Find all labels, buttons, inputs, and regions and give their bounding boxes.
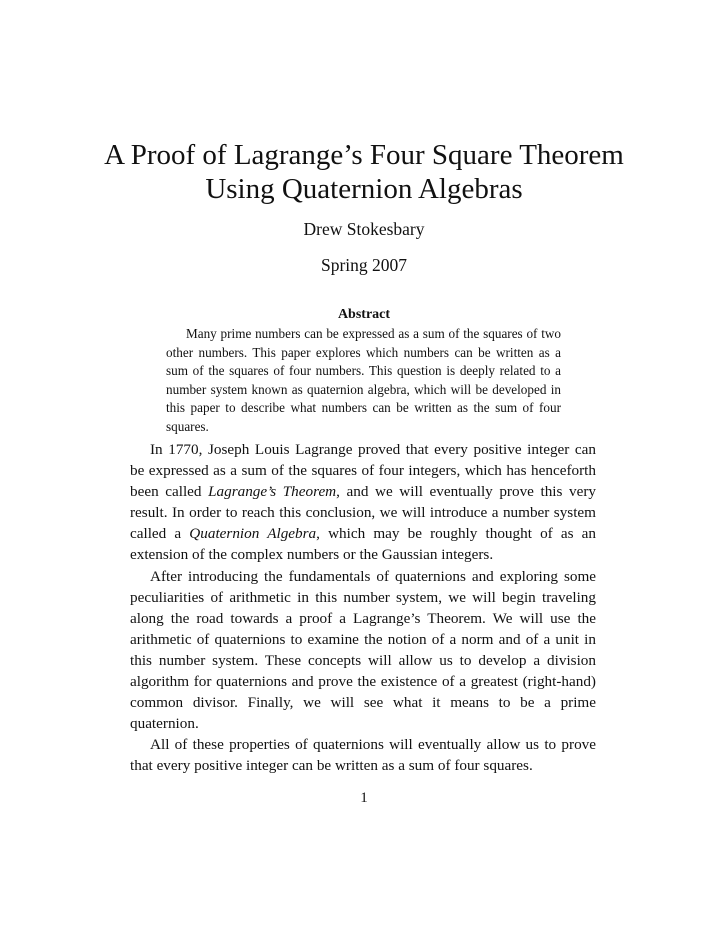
author-name: Drew Stokesbary	[303, 219, 425, 239]
paragraph-3: All of these properties of quaternions will eventually allow us to prove that every positive integer can be written as a sum of four squares.	[130, 736, 596, 775]
paragraph-1-part-3: , which may be roughly thought of as an extension of the complex numbers or the Gaussian integers.	[130, 525, 597, 564]
title-line-2: Using Quaternion Algebras	[205, 173, 523, 205]
publication-date: Spring 2007	[320, 255, 408, 275]
paragraph-1-part-1: In 1770, Joseph Louis Lagrange proved that every positive integer can be expressed as a sum of the squares of four integers, which has henceforth been called	[130, 441, 596, 501]
paragraph-1	[130, 439, 596, 566]
abstract-text: Many prime numbers can be expressed as a sum of the squares of two other numbers. This paper explores which numbers can be written as a sum of the squares of four numbers. This question is deeply related to a number system known as quaternion algebra, which will be developed in this paper to describe what numbers can be written as the sum of four squares.	[166, 326, 561, 434]
lagranges-theorem-term: Lagrange’s Theorem	[208, 483, 337, 501]
quaternion-algebra-term: Quaternion Algebra	[189, 525, 317, 543]
body-text	[130, 439, 596, 777]
page-number: 1	[360, 790, 368, 806]
abstract-heading: Abstract	[337, 307, 391, 322]
title-line-1: A Proof of Lagrange’s Four Square Theorem	[104, 139, 624, 171]
paragraph-1-part-2: , and we will eventually prove this very result. In order to reach this conclusion, we will introduce a number system called a	[130, 483, 596, 543]
paragraph-2: After introducing the fundamentals of quaternions and exploring some peculiarities of arithmetic in this number system, we will begin traveling along the road towards a proof a Lagrange’s Theorem. We will use the arithmetic of quaternions to examine the notion of a norm and of a unit in this number system. These concepts will allow us to develop a division algorithm for quaternions and prove the existence of a greatest (right-hand) common divisor. Finally, we will see what it means to be a prime quaternion.	[130, 567, 596, 733]
paper-title	[60, 138, 668, 206]
